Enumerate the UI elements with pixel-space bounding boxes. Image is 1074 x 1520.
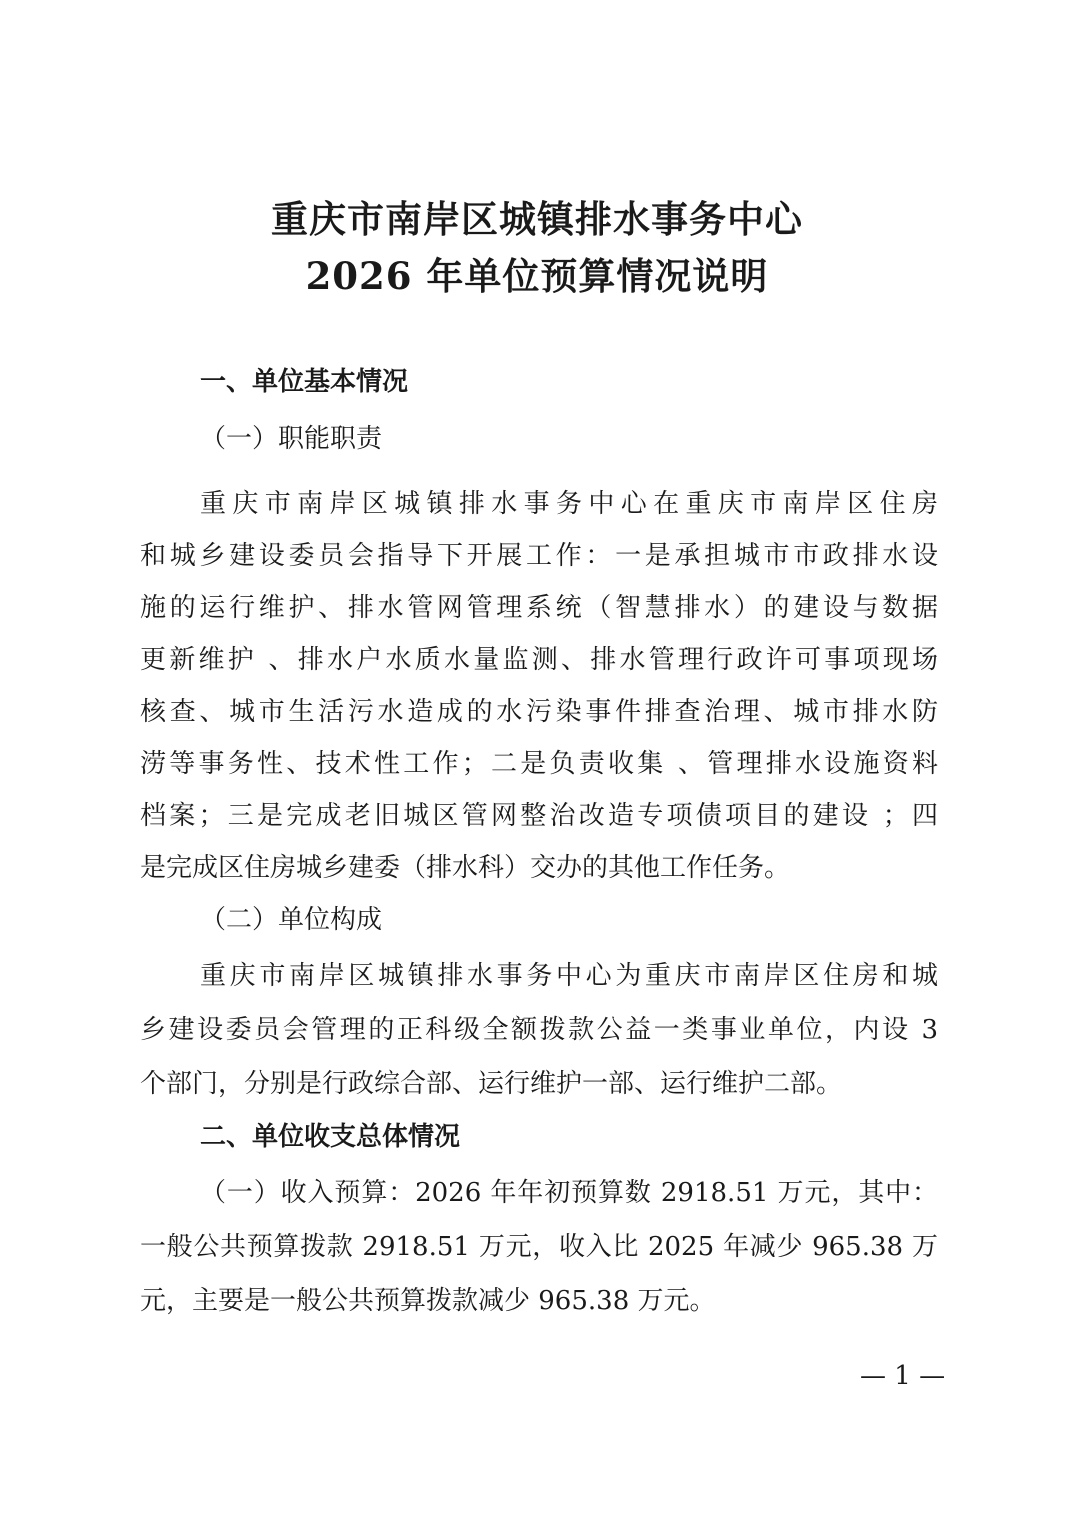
document-title-line-1: 重庆市南岸区城镇排水事务中心 (271, 197, 803, 241)
paragraph-line: 一般公共预算拨款 2918.51 万元，收入比 2025 年减少 965.38 万 (140, 1232, 938, 1262)
paragraph-line: 元，主要是一般公共预算拨款减少 965.38 万元。 (140, 1286, 716, 1316)
paragraph-line: （一）收入预算：2026 年年初预算数 2918.51 万元，其中： (200, 1178, 938, 1208)
paragraph-line: 重庆市南岸区城镇排水事务中心为重庆市南岸区住房和城 (200, 961, 938, 991)
paragraph-line: 个部门，分别是行政综合部、运行维护一部、运行维护二部。 (140, 1069, 843, 1099)
paragraph-line: 核查、城市生活污水造成的水污染事件排查治理、城市排水防 (140, 697, 938, 727)
paragraph-line: 是完成区住房城乡建委（排水科）交办的其他工作任务。 (140, 853, 791, 883)
paragraph-line: 施的运行维护、排水管网管理系统（智慧排水）的建设与数据 (140, 593, 938, 623)
section-1-1-heading: （一）职能职责 (200, 424, 383, 454)
document-title-line-2: 2026 年单位预算情况说明 (305, 254, 769, 298)
page-number: — 1 — (860, 1361, 946, 1391)
paragraph-line: 更新维护 、排水户水质水量监测、排水管理行政许可事项现场 (140, 645, 938, 675)
paragraph-line: 和城乡建设委员会指导下开展工作：一是承担城市市政排水设 (140, 541, 938, 571)
section-2-heading: 二、单位收支总体情况 (200, 1122, 461, 1152)
section-1-2-heading: （二）单位构成 (200, 905, 383, 935)
paragraph-line: 乡建设委员会管理的正科级全额拨款公益一类事业单位，内设 3 (140, 1015, 938, 1045)
paragraph-line: 涝等事务性、技术性工作；二是负责收集 、管理排水设施资料 (140, 749, 938, 779)
section-1-heading: 一、单位基本情况 (200, 367, 409, 397)
paragraph-line: 档案；三是完成老旧城区管网整治改造专项债项目的建设 ；四 (140, 801, 938, 831)
paragraph-line: 重庆市南岸区城镇排水事务中心在重庆市南岸区住房 (200, 489, 938, 519)
